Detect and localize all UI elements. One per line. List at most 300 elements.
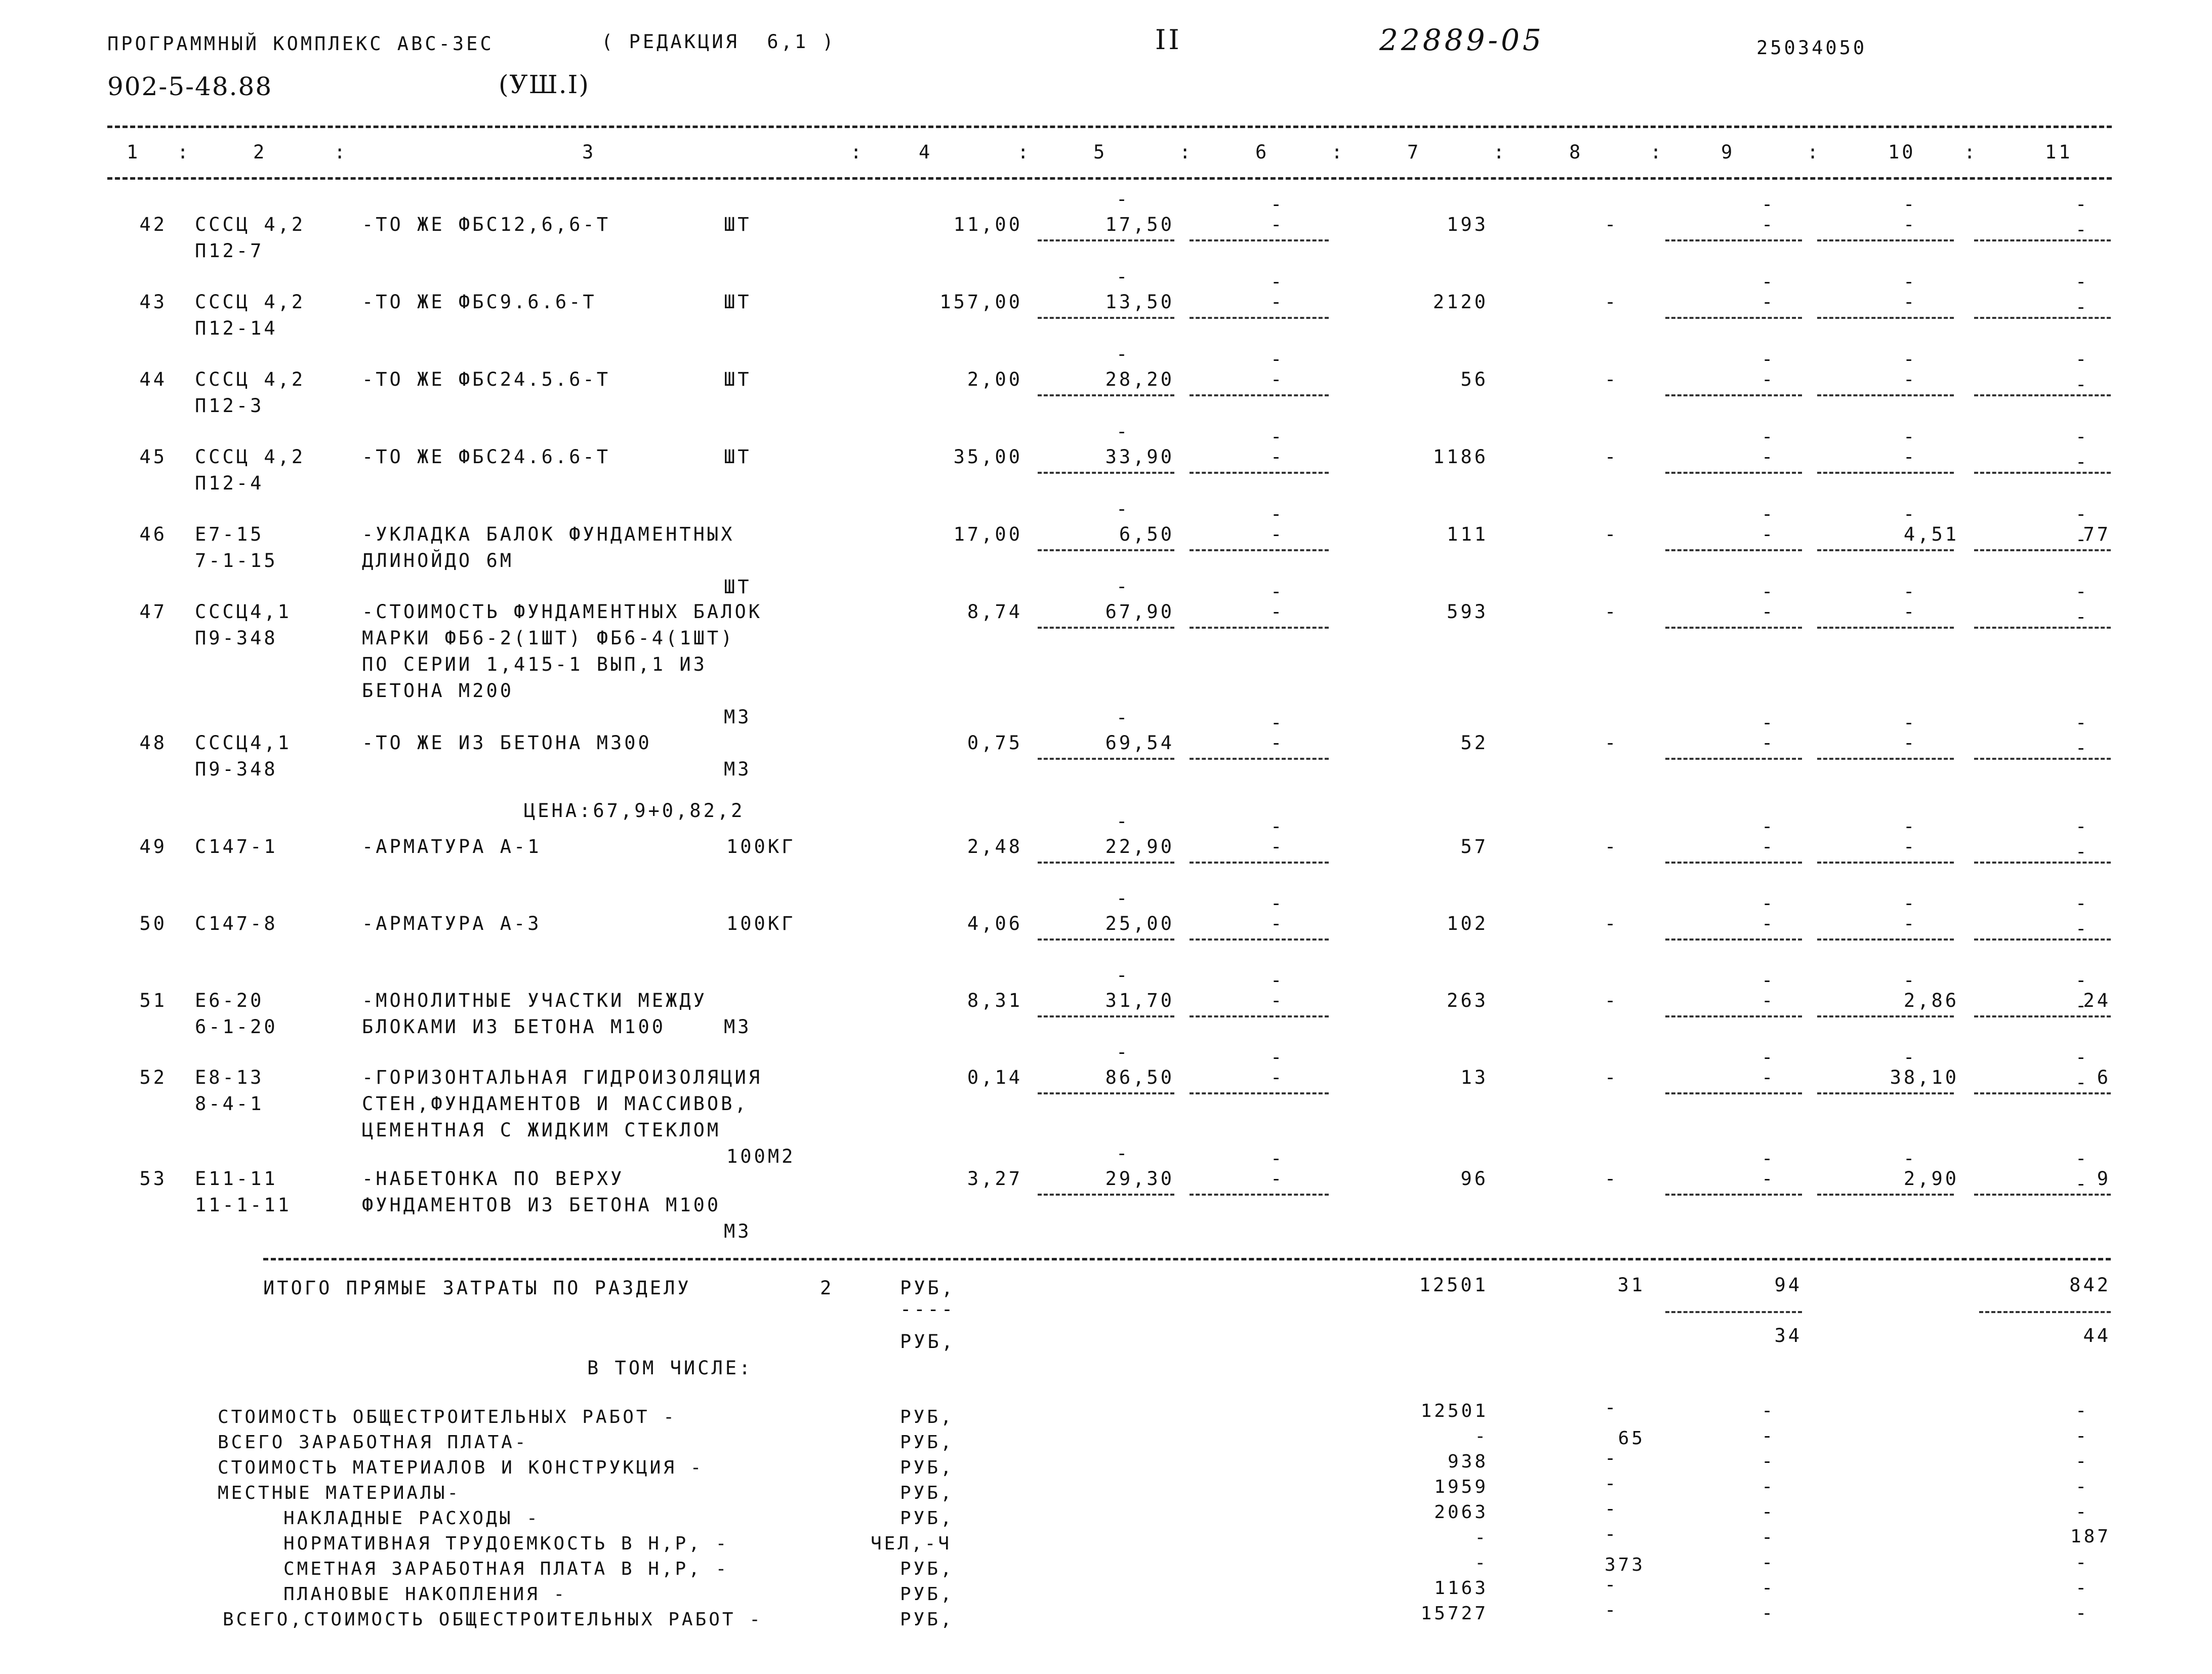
column-separator: : [1179,141,1194,163]
sub-rule [1974,549,2111,551]
dash-mark: - [1605,1574,1616,1596]
code-primary: С147-8 [195,913,278,934]
sub-rule [1817,1092,1954,1094]
row-number: 50 [139,913,167,934]
dash-mark: - [1116,576,1128,597]
quantity-cell: 17,00 [953,523,1022,545]
dash-mark: - [2075,1501,2087,1523]
dash-mark: - [1762,1067,1773,1088]
sub-rule [1190,758,1329,760]
dash-mark: - [1903,836,1915,858]
row-number: 52 [139,1067,167,1088]
sub-rule [1665,758,1802,760]
column-number-6: 6 [1255,141,1269,163]
summary-label: СТОИМОСТЬ МАТЕРИАЛОВ И КОНСТРУКЦИЯ - [218,1457,704,1478]
dash-mark: - [1271,969,1282,991]
dash-mark: - [2075,1425,2087,1447]
description-line: -АРМАТУРА А-1 [362,836,542,858]
column-number-11: 11 [2045,141,2073,163]
description-line: СТЕН,ФУНДАМЕНТОВ И МАССИВОВ, [362,1093,749,1115]
dash-mark: - [1271,913,1282,934]
description-line: БЕТОНА М200 [362,680,514,702]
sub-rule [1974,394,2111,396]
dash-mark: - [2075,969,2087,991]
dash-mark: - [1271,291,1282,313]
dash-mark: - [1762,214,1773,235]
code-secondary: 7-1-15 [195,550,278,571]
dash-mark: - [2075,581,2087,602]
row-number: 44 [139,369,167,390]
sub-rule [1038,758,1174,760]
description-line: ПО СЕРИИ 1,415-1 ВЫП,1 ИЗ [362,654,707,675]
dash-mark: - [2075,374,2087,395]
summary-unit: РУБ, [900,1584,954,1605]
col10-cell: 2,86 [1903,990,1959,1011]
sub-rule [1665,1092,1802,1094]
code-secondary: 11-1-11 [195,1194,292,1216]
code-secondary: П12-7 [195,240,264,262]
dash-mark: - [1762,581,1773,602]
column-number-9: 9 [1721,141,1735,163]
col11-cell: 77 [2083,523,2111,545]
dash-mark: - [1116,1041,1128,1063]
sub-rule [1817,938,1954,941]
dash-mark: - [1271,426,1282,447]
row-number: 43 [139,291,167,313]
sub-rule [1974,1092,2111,1094]
summary-label: НАКЛАДНЫЕ РАСХОДЫ - [283,1508,540,1529]
summary-col7: 938 [1447,1451,1488,1472]
dash-mark: - [1116,1142,1128,1164]
sub-rule [1665,862,1802,864]
dash-mark: - [1271,369,1282,390]
unit-label: М3 [724,1220,752,1242]
sub-rule [1665,394,1802,396]
sub-rule [1190,394,1329,396]
unit-label: ШТ [724,214,752,235]
quantity-cell: 0,75 [967,732,1022,754]
sub-rule [1817,758,1954,760]
sub-rule [1665,317,1802,319]
code-primary: СССЦ 4,2 [195,369,306,390]
dash-mark: - [1271,446,1282,468]
quantity-cell: 35,00 [953,446,1022,468]
unit-label: 100М2 [726,1146,796,1167]
row-number: 53 [139,1168,167,1190]
col10-cell: 38,10 [1890,1067,1959,1088]
summary-unit: РУБ, [900,1508,954,1529]
sub-rule [1190,627,1329,629]
handwritten-code: 22889-05 [1379,23,1544,57]
dash-mark: - [2075,1602,2087,1624]
dash-mark: - [1762,913,1773,934]
price-cell: 22,90 [1105,836,1174,858]
dash-mark: - [1762,1501,1773,1523]
summary-col7: 12501 [1420,1401,1488,1421]
dash-mark: - [1903,1148,1915,1169]
column-number-10: 10 [1888,141,1916,163]
column-separator: : [1331,141,1345,163]
summary-unit: РУБ, [900,1483,954,1503]
dash-mark: - [1903,271,1915,293]
sub-rule [1190,1015,1329,1017]
code-primary: СССЦ4,1 [195,601,292,623]
dash-mark: - [1605,291,1616,313]
dash-mark: - [2075,995,2087,1016]
dash-mark: - [1762,836,1773,858]
sub-rule [1974,758,2111,760]
sub-rule [1974,1015,2111,1017]
dash-mark: - [1762,1602,1773,1624]
column-separator: : [1964,141,1978,163]
dash-mark: - [1762,1476,1773,1497]
dash-mark: - [1116,343,1128,365]
dash-mark: - [1903,426,1915,447]
code-primary: СССЦ4,1 [195,732,292,754]
code-primary: СССЦ 4,2 [195,291,306,313]
column-number-5: 5 [1093,141,1108,163]
description-line: МАРКИ ФБ6-2(1ШТ) ФБ6-4(1ШТ) [362,627,735,649]
total-cell: 111 [1447,523,1488,545]
description-line: -ТО ЖЕ ИЗ БЕТОНА М300 [362,732,652,754]
quantity-cell: 8,31 [967,990,1022,1011]
dash-mark: - [1271,193,1282,215]
sub-rule [1817,862,1954,864]
dash-mark: - [2075,1577,2087,1599]
dash-mark: - [2075,348,2087,370]
row-number: 45 [139,446,167,468]
quantity-cell: 2,48 [967,836,1022,858]
unit-label: М3 [724,706,752,728]
dash-mark: - [1271,836,1282,858]
dash-mark: - [1116,421,1128,442]
dash-mark: - [1605,523,1616,545]
column-separator: : [1650,141,1664,163]
dash-mark: - [1903,214,1915,235]
dash-mark: - [1762,523,1773,545]
summary-unit: РУБ, [900,1609,954,1630]
price-cell: 6,50 [1119,523,1174,545]
quantity-cell: 3,27 [967,1168,1022,1190]
total-cell: 56 [1460,369,1488,390]
row-number: 42 [139,214,167,235]
quantity-cell: 0,14 [967,1067,1022,1088]
album-label: (УШ.I) [499,70,590,99]
description-line: -СТОИМОСТЬ ФУНДАМЕНТНЫХ БАЛОК [362,601,763,623]
dash-mark: - [1762,892,1773,914]
dash-mark: - [1271,1168,1282,1190]
dash-mark: - [2075,1173,2087,1195]
price-cell: 69,54 [1105,732,1174,754]
total-cell: 96 [1460,1168,1488,1190]
dash-mark: - [1605,601,1616,623]
total-col7: 12501 [1419,1274,1488,1296]
sub-rule [1817,1194,1954,1196]
total-cell: 593 [1447,601,1488,623]
description-line: -ГОРИЗОНТАЛЬНАЯ ГИДРОИЗОЛЯЦИЯ [362,1067,763,1088]
unit-label: ШТ [724,369,752,390]
price-note: ЦЕНА:67,9+0,82,2 [524,800,745,822]
sub-rule [1038,239,1174,241]
sub-rule [1817,317,1954,319]
edition-label: ( РЕДАКЦИЯ 6,1 ) [601,31,836,53]
summary-col7: - [1474,1426,1488,1447]
dash-mark: - [1605,1397,1616,1418]
price-cell: 31,70 [1105,990,1174,1011]
dash-mark: - [1762,446,1773,468]
description-line: ФУНДАМЕНТОВ ИЗ БЕТОНА М100 [362,1194,721,1216]
row-number: 46 [139,523,167,545]
dash-mark: - [1903,446,1915,468]
dash-mark: - [1903,815,1915,837]
dash-mark: - [1762,291,1773,313]
total-cell: 193 [1447,214,1488,235]
summary-col8: 373 [1604,1555,1645,1575]
sub-rule [1190,239,1329,241]
dash-mark: - [1605,836,1616,858]
sub-rule [1974,862,2111,864]
dash-mark: - [1271,732,1282,754]
dash-mark: - [1903,969,1915,991]
summary-col7: - [1474,1527,1488,1548]
dash-mark: - [1762,503,1773,525]
sub-rule [1038,549,1174,551]
dash-mark: - [1762,732,1773,754]
dash-mark: - [1762,1046,1773,1068]
dash-mark: - [1271,503,1282,525]
col10-cell: 2,90 [1903,1168,1959,1190]
dash-mark: - [2075,815,2087,837]
sub-rule [1665,1194,1802,1196]
code-primary: СССЦ 4,2 [195,214,306,235]
code-primary: Е7-15 [195,523,264,545]
dash-mark: - [1903,913,1915,934]
summary-col7: 1163 [1434,1578,1488,1599]
code-primary: СССЦ 4,2 [195,446,306,468]
dash-mark: - [1605,1599,1616,1621]
dash-mark: - [1271,601,1282,623]
sub-rule [1038,1015,1174,1017]
sub-rule [1190,317,1329,319]
header-rule-bottom [107,177,2112,180]
column-separator: : [850,141,865,163]
sub-rule [1038,472,1174,474]
total-col9-a: 94 [1774,1274,1802,1296]
code-secondary: 6-1-20 [195,1016,278,1038]
total-col11-a: 842 [2069,1274,2111,1296]
dash-mark: - [1762,712,1773,733]
sub-rule [1665,627,1802,629]
description-line: ДЛИНОЙДО 6М [362,550,514,571]
unit-label: М3 [724,758,752,780]
sub-rule [1190,862,1329,864]
price-cell: 25,00 [1105,913,1174,934]
column-separator: : [334,141,348,163]
sub-rule [1038,317,1174,319]
dash-mark: - [1762,1400,1773,1421]
dash-mark: - [1116,810,1128,832]
sub-rule [1665,1015,1802,1017]
dash-mark: - [1762,369,1773,390]
total-rule [263,1258,2111,1260]
dash-mark: - [1762,815,1773,837]
summary-col7: - [1474,1553,1488,1573]
summary-unit: РУБ, [900,1457,954,1478]
description-line: -ТО ЖЕ ФБС24.5.6-Т [362,369,610,390]
total-cell: 2120 [1432,291,1488,313]
sub-rule [1665,938,1802,941]
code-secondary: П12-3 [195,395,264,417]
column-number-8: 8 [1569,141,1583,163]
dash-mark: - [2075,1046,2087,1068]
sub-rule [1817,627,1954,629]
col11-cell: 6 [2097,1067,2111,1088]
dash-mark: - [2075,528,2087,550]
dash-mark: - [1116,266,1128,288]
row-number: 47 [139,601,167,623]
summary-unit: РУБ, [900,1559,954,1579]
summary-col11: 187 [2070,1526,2111,1547]
col10-cell: 4,51 [1903,523,1959,545]
row-number: 49 [139,836,167,858]
code-primary: Е11-11 [195,1168,278,1190]
column-number-7: 7 [1407,141,1421,163]
sub-rule [1974,239,2111,241]
description-line: -МОНОЛИТНЫЕ УЧАСТКИ МЕЖДУ [362,990,707,1011]
dash-mark: - [1762,1148,1773,1169]
summary-label: ПЛАНОВЫЕ НАКОПЛЕНИЯ - [283,1584,567,1605]
unit-label: 100КГ [726,913,796,934]
sub-rule [1665,472,1802,474]
document-number: 25034050 [1756,37,1867,59]
dash-mark: - [1116,964,1128,986]
dash-mark: - [1271,214,1282,235]
sub-rule [1038,938,1174,941]
unit-label: ШТ [724,446,752,468]
dash-mark: - [2075,193,2087,215]
dash-mark: - [1903,601,1915,623]
dash-mark: - [1271,581,1282,602]
sub-rule [1190,1194,1329,1196]
dash-mark: - [2075,737,2087,759]
dash-mark: - [1762,1450,1773,1472]
sub-rule [1974,627,2111,629]
dash-mark: - [2075,1400,2087,1421]
total-unit-1: РУБ, [900,1277,956,1299]
description-line: -ТО ЖЕ ФБС9.6.6-Т [362,291,597,313]
col11-cell: 9 [2097,1168,2111,1190]
code-primary: Е6-20 [195,990,264,1011]
total-cell: 57 [1460,836,1488,858]
dash-mark: - [1271,1046,1282,1068]
unit-label: М3 [724,1016,752,1038]
description-line: ЦЕМЕНТНАЯ С ЖИДКИМ СТЕКЛОМ [362,1119,721,1141]
summary-col7: 2063 [1434,1502,1488,1523]
sub-rule [1817,549,1954,551]
price-cell: 17,50 [1105,214,1174,235]
dash-mark: - [1605,990,1616,1011]
total-col8: 31 [1617,1274,1645,1296]
sub-rule [1190,938,1329,941]
description-line: -НАБЕТОНКА ПО ВЕРХУ [362,1168,625,1190]
dash-mark: - [1271,1148,1282,1169]
quantity-cell: 2,00 [967,369,1022,390]
quantity-cell: 8,74 [967,601,1022,623]
dash-mark: - [1271,712,1282,733]
dash-mark: - [1762,1168,1773,1190]
summary-col7: 15727 [1420,1603,1488,1624]
row-number: 48 [139,732,167,754]
dash-mark: - [1605,214,1616,235]
dash-mark: - [1271,892,1282,914]
dash-mark: - [2075,1450,2087,1472]
price-cell: 33,90 [1105,446,1174,468]
total-unit-2: РУБ, [900,1331,956,1353]
dash-mark: - [1903,369,1915,390]
dash-mark: - [2075,606,2087,628]
code-secondary: П12-4 [195,472,264,494]
dash-mark: - [2075,1476,2087,1497]
price-cell: 67,90 [1105,601,1174,623]
sub-rule [1974,472,2111,474]
dash-mark: - [1762,426,1773,447]
dash-mark: - [1605,1447,1616,1469]
dash-mark: - [1271,271,1282,293]
description-line: БЛОКАМИ ИЗ БЕТОНА М100 [362,1016,666,1038]
dash-mark: - [1903,1046,1915,1068]
sub-rule [1038,394,1174,396]
summary-col8: 65 [1618,1428,1645,1449]
sub-rule [1665,549,1802,551]
sub-rule [1974,1194,2111,1196]
quantity-cell: 157,00 [939,291,1022,313]
dash-mark: - [1605,1067,1616,1088]
total-section: 2 [820,1277,834,1299]
total-label: ИТОГО ПРЯМЫЕ ЗАТРАТЫ ПО РАЗДЕЛУ [263,1277,691,1299]
sub-rule [1817,472,1954,474]
dash-mark: - [1271,990,1282,1011]
dash-mark: - [1116,188,1128,210]
total-cell: 1186 [1432,446,1488,468]
sub-rule [1817,394,1954,396]
code-secondary: П9-348 [195,627,278,649]
sub-rule [1038,1194,1174,1196]
col11-cell: 24 [2083,990,2111,1011]
summary-label: ВСЕГО ЗАРАБОТНАЯ ПЛАТА- [218,1432,528,1453]
column-separator: : [1493,141,1507,163]
sub-rule [1038,627,1174,629]
dash-mark: - [1762,990,1773,1011]
program-title: ПРОГРАММНЫЙ КОМПЛЕКС АВС-3ЕС [107,33,494,55]
description-line: -ТО ЖЕ ФБС24.6.6-Т [362,446,610,468]
doc-code: 902-5-48.88 [107,72,273,101]
summary-label: МЕСТНЫЕ МАТЕРИАЛЫ- [218,1483,461,1503]
sub-rule [1817,239,1954,241]
dash-mark: - [1762,348,1773,370]
unit-label: 100КГ [726,836,796,858]
unit-label: ШТ [724,576,752,598]
description-line: -АРМАТУРА А-3 [362,913,542,934]
summary-label: СМЕТНАЯ ЗАРАБОТНАЯ ПЛАТА В Н,Р, - [283,1559,729,1579]
summary-label: НОРМАТИВНАЯ ТРУДОЕМКОСТЬ В Н,Р, - [283,1533,729,1554]
code-secondary: П12-14 [195,317,278,339]
sub-rule [1190,549,1329,551]
dash-mark: - [1271,1067,1282,1088]
dash-mark: - [1762,1577,1773,1599]
dash-mark: - [1762,1425,1773,1447]
summary-unit: РУБ, [900,1432,954,1453]
total-col9-b: 34 [1774,1325,1802,1346]
